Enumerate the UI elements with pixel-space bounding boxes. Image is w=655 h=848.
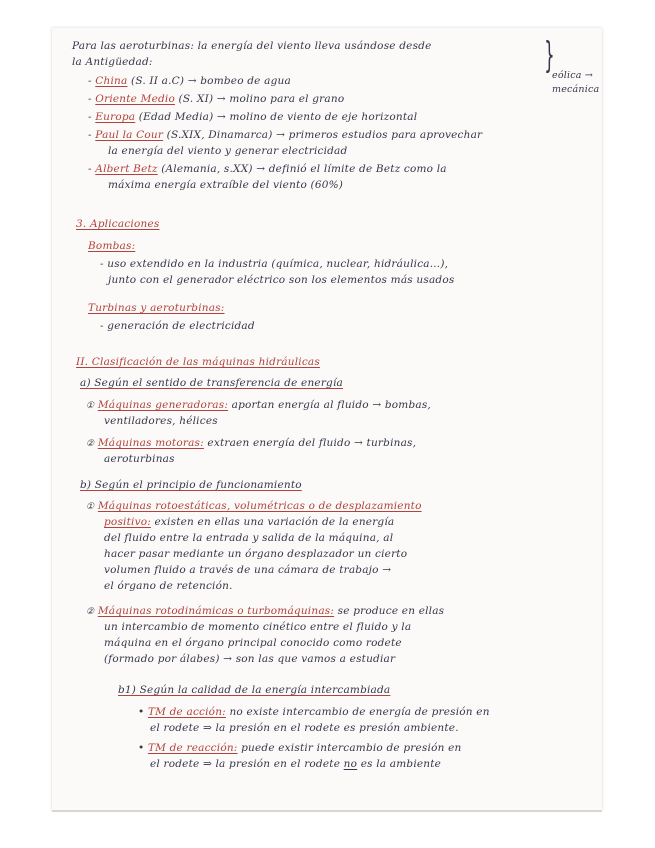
tm-reaction-line-2 — [150, 758, 441, 770]
history-label: Europa — [95, 111, 136, 123]
circle-number-2-icon: ② — [86, 607, 95, 617]
history-label: Oriente Medio — [95, 93, 175, 105]
brace-note-line-2: mecánica — [552, 84, 600, 95]
criterion-a-text: a) Según el sentido de transferencia de energía — [80, 377, 343, 389]
a2-cont: aeroturbinas — [104, 453, 175, 465]
brace-note-line-1: eólica → — [552, 70, 593, 81]
b1-line-5: volumen fluido a través de una cámara de trabajo → — [104, 564, 392, 576]
b1-label-2: positivo: — [104, 516, 151, 528]
turbines-title: Turbinas y aeroturbinas: — [88, 302, 225, 314]
history-text: (S. XI) → molino para el grano — [178, 93, 345, 105]
b21-title — [118, 684, 390, 696]
tm-reaction-line-1: • TM de reacción: puede existir intercambio de presión en — [138, 742, 462, 754]
b1-text: existen en ellas una variación de la energía — [154, 516, 395, 528]
tm-reaction-line-2a: el rodete ⇒ la presión en el rodete — [150, 758, 341, 770]
tm-reaction-line-2c: es la ambiente — [360, 758, 442, 770]
a1-label: Máquinas generadoras: — [97, 399, 229, 411]
b1-line-3: del fluido entre la entrada y salida de la máquina, al — [104, 532, 394, 544]
b2-line-2: un intercambio de momento cinético entre el fluido y la — [104, 621, 412, 633]
b2-line-1 — [86, 605, 444, 617]
b1-line-2 — [104, 516, 394, 528]
tm-reaction-text: puede existir intercambio de presión en — [241, 742, 462, 754]
history-text: (Edad Media) → molino de viento de eje horizontal — [138, 111, 418, 123]
pumps-line-1: - uso extendido en la industria (química, nuclear, hidráulica...), — [100, 258, 449, 270]
b1-line-4: hacer pasar mediante un órgano desplazador un cierto — [104, 548, 408, 560]
intro-line-1: Para las aeroturbinas: la energía del viento lleva usándose desde — [72, 40, 432, 52]
history-label: Paul la Cour — [95, 129, 164, 141]
history-text: (S.XIX, Dinamarca) → primeros estudios para aprovechar — [166, 129, 483, 141]
curly-brace-icon: } — [544, 35, 555, 76]
history-label: China — [95, 75, 128, 87]
circle-number-1-icon: ① — [86, 502, 95, 512]
a2-text: extraen energía del fluido → turbinas, — [207, 437, 417, 449]
criterion-b-text: b) Según el principio de funcionamiento — [80, 479, 302, 491]
a1-cont: ventiladores, hélices — [104, 415, 218, 427]
history-text: (S. II a.C) → bombeo de agua — [131, 75, 291, 87]
tm-reaction-no: no — [343, 758, 358, 770]
tm-action-label: TM de acción: — [147, 706, 226, 718]
intro-line-2: la Antigüedad: — [72, 56, 153, 68]
a1-text: aportan energía al fluido → bombas, — [231, 399, 431, 411]
criterion-b-title — [80, 479, 302, 491]
history-text: (Alemania, s.XX) → definió el límite de Betz como la — [161, 163, 447, 175]
circle-number-1-icon: ① — [86, 401, 95, 411]
history-item-betz: - Albert Betz (Alemania, s.XX) → definió el límite de Betz como la — [88, 163, 447, 175]
b21-title-text: b1) Según la calidad de la energía intercambiada — [118, 684, 391, 696]
b1-line-6: el órgano de retención. — [104, 580, 233, 592]
a1-line — [86, 399, 431, 411]
b2-line-3: máquina en el órgano principal conocido como rodete — [104, 637, 402, 649]
b1-label: Máquinas rotoestáticas, volumétricas o de desplazamiento — [97, 500, 422, 512]
a2-label: Máquinas motoras: — [97, 437, 204, 449]
tm-reaction-label: TM de reacción: — [147, 742, 238, 754]
history-item-oriente: - Oriente Medio (S. XI) → molino para el grano — [88, 93, 345, 105]
a2-line — [86, 437, 416, 449]
history-item-europa: - Europa (Edad Media) → molino de viento de eje horizontal — [88, 111, 418, 123]
b2-label: Máquinas rotodinámicas o turbomáquinas: — [97, 605, 335, 617]
turbines-line-1: - generación de electricidad — [100, 320, 255, 332]
history-label: Albert Betz — [95, 163, 158, 175]
pumps-title: Bombas: — [88, 240, 136, 252]
tm-action-line-1: • TM de acción: no existe intercambio de energía de presión en — [138, 706, 490, 718]
tm-action-text: no existe intercambio de energía de presión en — [229, 706, 490, 718]
criterion-a-title — [80, 377, 343, 389]
history-item-betz-cont: máxima energía extraíble del viento (60%) — [108, 179, 344, 191]
history-item-paul-la-cour-cont: la energía del viento y generar electricidad — [108, 145, 348, 157]
history-item-paul-la-cour: - Paul la Cour (S.XIX, Dinamarca) → primeros estudios para aprovechar — [88, 129, 483, 141]
classification-heading: II. Clasificación de las máquinas hidráulicas — [76, 356, 320, 368]
tm-action-line-2: el rodete ⇒ la presión en el rodete es presión ambiente. — [150, 722, 459, 734]
page-shadow — [52, 810, 602, 812]
b2-text: se produce en ellas — [337, 605, 445, 617]
b1-line-1 — [86, 500, 422, 512]
circle-number-2-icon: ② — [86, 439, 95, 449]
history-item-china: - China (S. II a.C) → bombeo de agua — [88, 75, 291, 87]
pumps-line-2: junto con el generador eléctrico son los elementos más usados — [108, 274, 455, 286]
applications-heading: 3. Aplicaciones — [76, 218, 160, 230]
b2-line-4: (formado por álabes) → son las que vamos a estudiar — [104, 653, 396, 665]
